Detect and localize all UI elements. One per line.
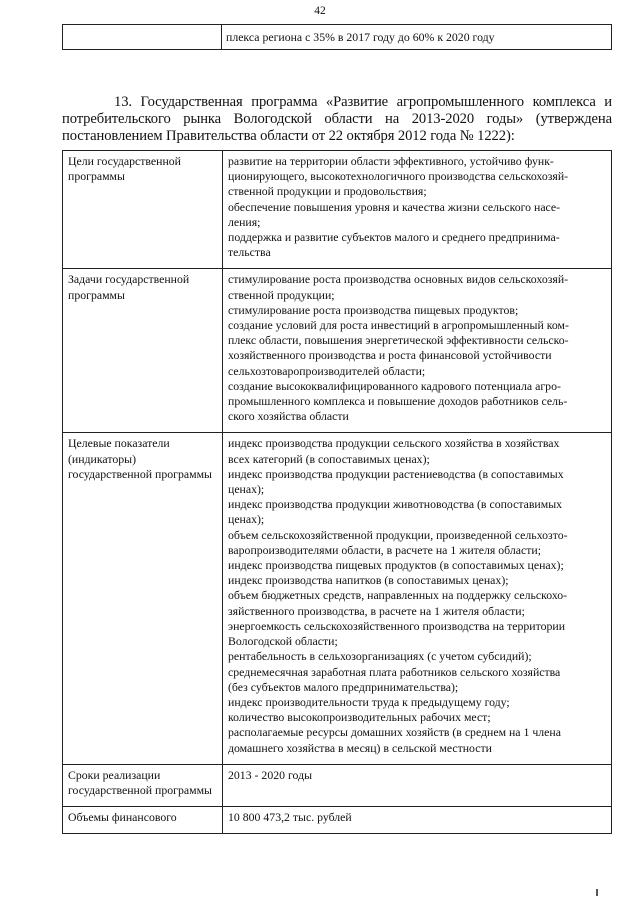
value-line: хозяйственного производства и роста финансовой устойчивости — [228, 348, 552, 363]
value-line: стимулирование роста производства основных видов сельскохозяй- — [228, 272, 569, 287]
value-line: ционирующего, высокотехнологичного производства сельскохозяй- — [228, 169, 569, 184]
value-line: сельхозтоваропроизводителей области; — [228, 363, 426, 378]
value-line: варопроизводителями области, в расчете на 1 жителя области; — [228, 542, 541, 557]
row-label: Объемы финансового — [63, 807, 223, 834]
value-line: ценах); — [228, 482, 265, 497]
row-label: Сроки реализации государственной программы — [63, 764, 223, 806]
value-line: зяйственного производства, в расчете на 1 жителя области; — [228, 603, 525, 618]
value-line: ского хозяйства области — [228, 409, 349, 424]
table-cell-value: плекса региона с 35% в 2017 году до 60% к 2020 году — [222, 25, 612, 50]
value-line: ления; — [228, 214, 261, 229]
program-passport-table — [62, 150, 612, 834]
value-line: (без субъектов малого предпринимательства); — [228, 679, 459, 694]
row-value — [223, 764, 612, 806]
value-line: 2013 - 2020 годы — [228, 767, 312, 782]
value-line: домашнего хозяйства в месяц) в сельской местности — [228, 740, 492, 755]
value-line: ственной продукции; — [228, 287, 335, 302]
value-line: энергоемкость сельскохозяйственного производства на территории — [228, 618, 566, 633]
value-line: располагаемые ресурсы домашних хозяйств (в среднем на 1 члена — [228, 725, 561, 740]
continued-table-row — [62, 24, 612, 50]
value-line: ценах); — [228, 512, 265, 527]
value-line: индекс производства напитков (в сопоставимых ценах); — [228, 573, 509, 588]
table-cell-label — [63, 25, 222, 50]
value-line: плекс области, повышения энергетической эффективности сельско- — [228, 333, 569, 348]
value-line: индекс производства пищевых продуктов (в сопоставимых ценах); — [228, 558, 564, 573]
row-value — [223, 151, 612, 269]
row-value — [223, 433, 612, 764]
value-line: тельства — [228, 245, 271, 260]
value-line: объем сельскохозяйственной продукции, произведенной сельхозто- — [228, 527, 568, 542]
page-number: 42 — [314, 5, 326, 17]
value-line: создание высококвалифицированного кадрового потенциала агро- — [228, 378, 561, 393]
value-line: поддержка и развитие субъектов малого и среднего предпринима- — [228, 230, 560, 245]
value-line: Вологодской области; — [228, 634, 338, 649]
value-line: индекс производства продукции растениеводства (в сопоставимых — [228, 466, 564, 481]
section-heading: 13. Государственная программа «Развитие агропромышленного комплекса и потребительского рынка Вологодской области на 2013-2020 годы» (утверждена постановлением Правительства области от 22 октября 2012 года № 1222): — [62, 94, 612, 144]
value-line: индекс производительности труда к предыдущему году; — [228, 694, 510, 709]
table-row — [63, 764, 612, 806]
value-line: индекс производства продукции сельского хозяйства в хозяйствах — [228, 436, 560, 451]
row-value — [223, 807, 612, 834]
scan-mark — [596, 889, 598, 896]
table-row — [63, 807, 612, 834]
value-line: среднемесячная заработная плата работников сельского хозяйства — [228, 664, 561, 679]
value-line: количество высокопроизводительных рабочих мест; — [228, 710, 491, 725]
value-line: стимулирование роста производства пищевых продуктов; — [228, 302, 519, 317]
row-value — [223, 269, 612, 433]
value-line: объем бюджетных средств, направленных на поддержку сельскохо- — [228, 588, 568, 603]
table-row — [63, 433, 612, 764]
value-line: рентабельность в сельхозорганизациях (с учетом субсидий); — [228, 649, 532, 664]
value-line: обеспечение повышения уровня и качества жизни сельского насе- — [228, 199, 561, 214]
value-line: всех категорий (в сопоставимых ценах); — [228, 451, 430, 466]
row-label: Задачи государственной программы — [63, 269, 223, 433]
value-line: 10 800 473,2 тыс. рублей — [228, 810, 352, 825]
value-line: развитие на территории области эффективного, устойчиво функ- — [228, 154, 554, 168]
table-row — [63, 269, 612, 433]
row-label: Цели государственной программы — [63, 151, 223, 269]
table-row — [63, 151, 612, 269]
value-line: индекс производства продукции животноводства (в сопоставимых — [228, 497, 563, 512]
table-row — [63, 25, 612, 50]
value-line: промышленного комплекса и повышение доходов работников сель- — [228, 394, 568, 409]
value-line: ственной продукции и продовольствия; — [228, 184, 427, 199]
row-label: Целевые показатели (индикаторы) государственной программы — [63, 433, 223, 764]
table-body — [63, 151, 612, 834]
value-line: создание условий для роста инвестиций в агропромышленный ком- — [228, 318, 569, 333]
